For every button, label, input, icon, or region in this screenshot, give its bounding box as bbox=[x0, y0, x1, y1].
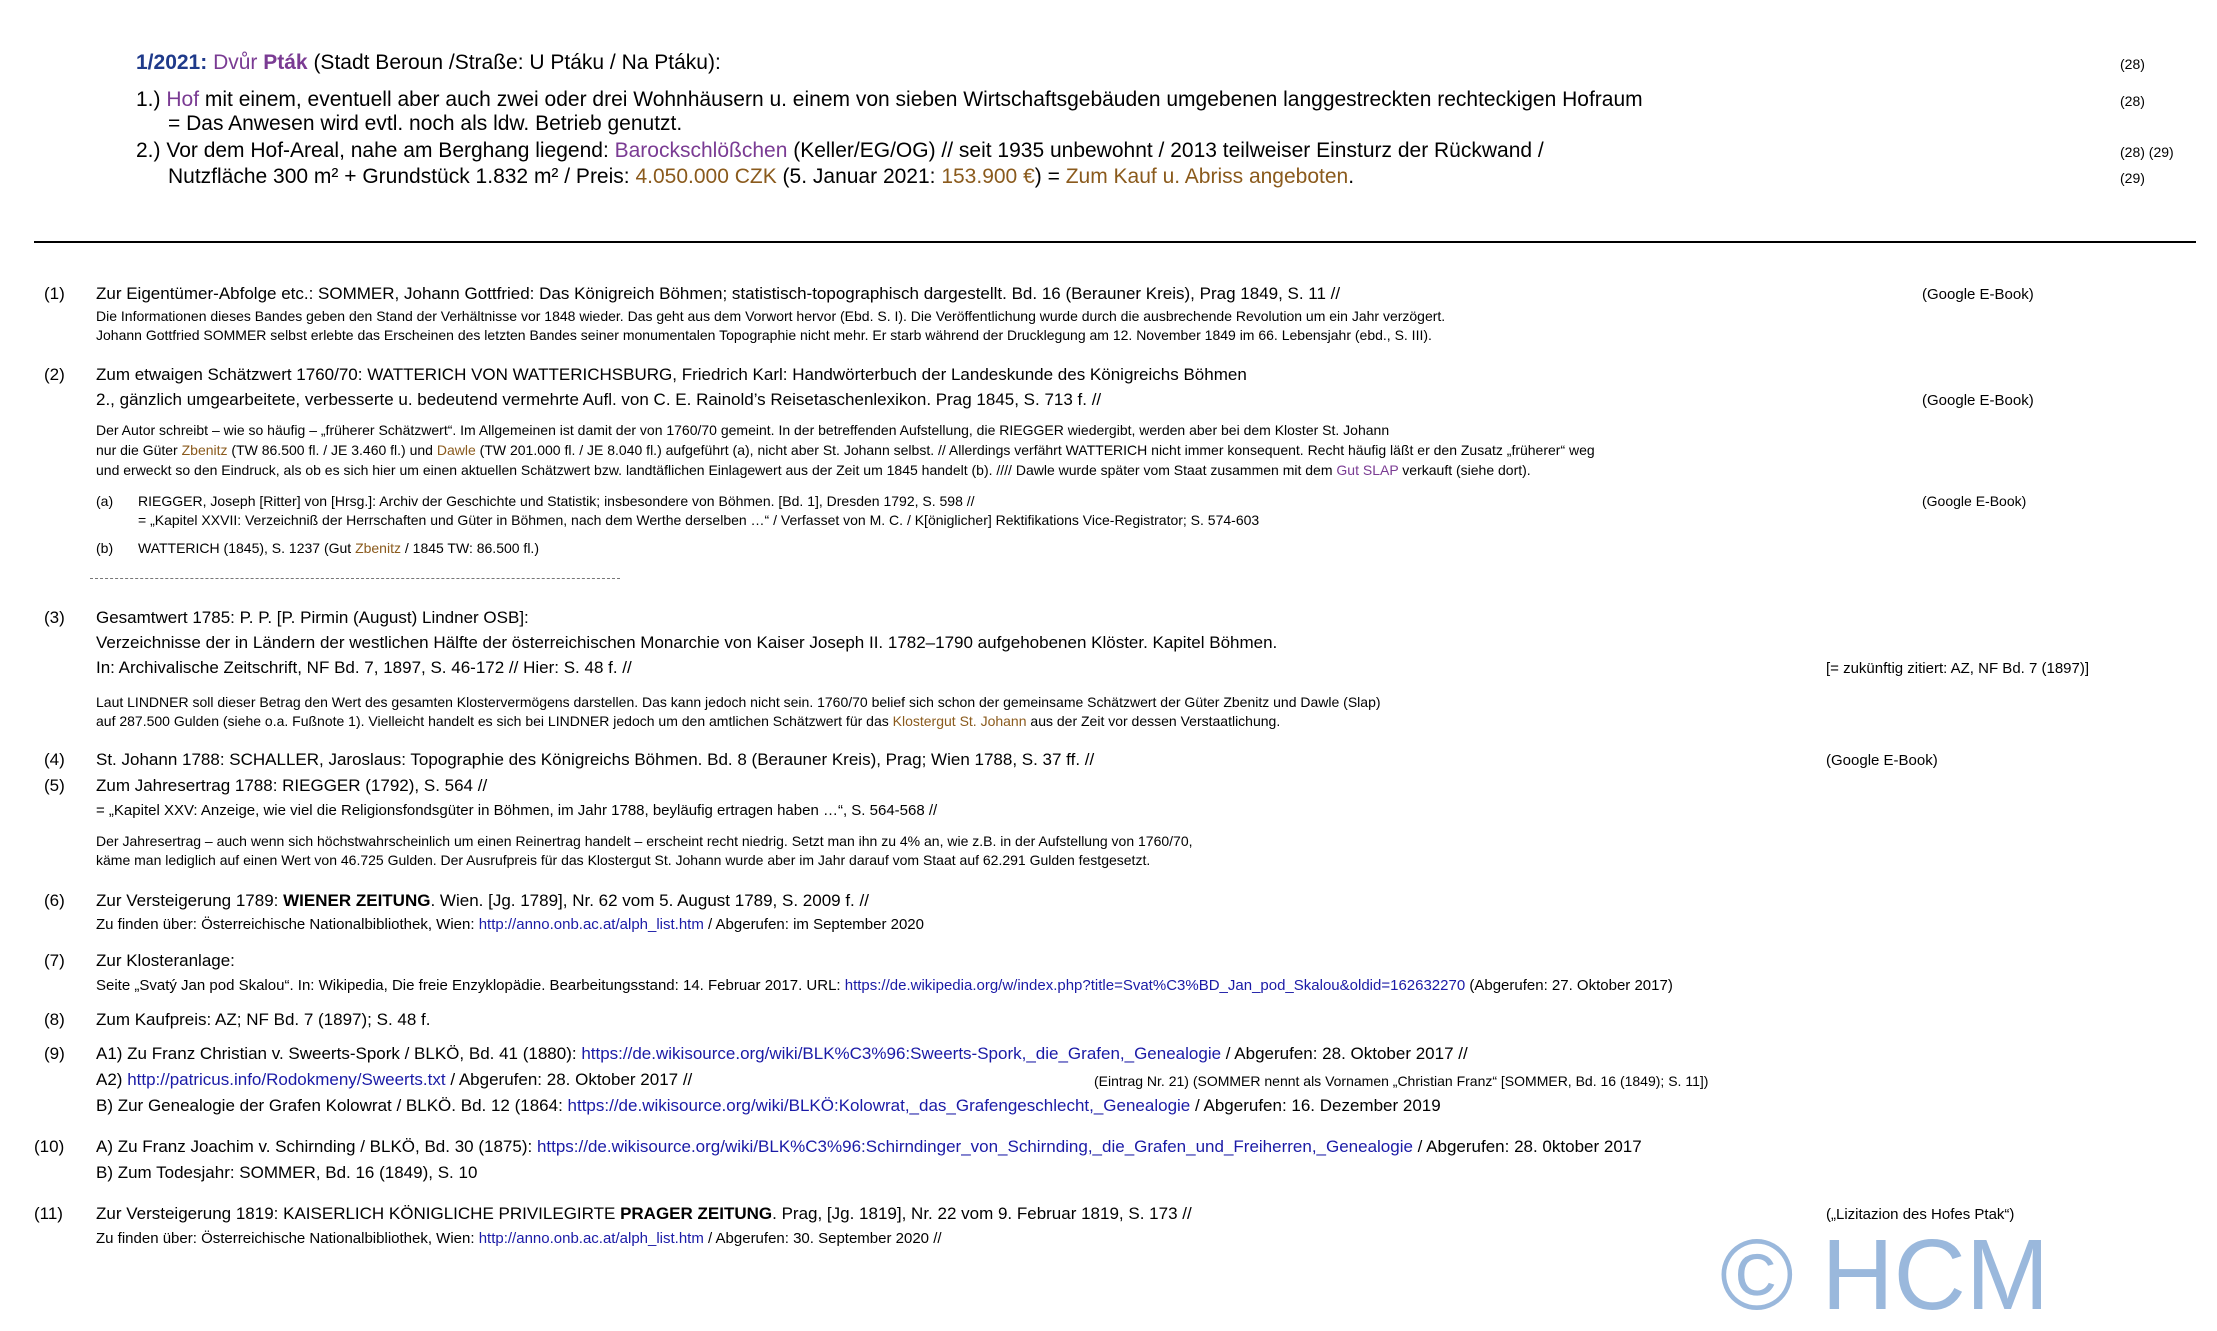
copyright-watermark: © HCM bbox=[1720, 1219, 2050, 1331]
note-2a-line-2: = „Kapitel XXVII: Verzeichniß der Herrschaften und Güter in Böhmen, nach dem Werthe derselben …“ / Verfasset von M. C. / K[öniglicher] Rektifikations Vice-Registrator; S. 574-603 bbox=[138, 512, 1260, 528]
entry-id: 1/2021 bbox=[136, 51, 201, 74]
wikisource-sweerts-link[interactable]: https://de.wikisource.org/wiki/BLK%C3%96:Sweerts-Spork,_die_Grafen,_Genealogie bbox=[581, 1044, 1222, 1063]
header-point-2-line2: Nutzfläche 300 m² + Grundstück 1.832 m² / Preis: 4.050.000 CZK (5. Januar 2021: 153.900 €) = Zum Kauf u. Abriss angeboten. bbox=[168, 165, 1355, 188]
note-10-number: (10) bbox=[34, 1137, 65, 1156]
note-3-line-2: Verzeichnisse der in Ländern der westlichen Hälfte der österreichischen Monarchie von Kaiser Joseph II. 1782–1790 aufgehobenen Klöster. Kapitel Böhmen. bbox=[96, 633, 1278, 652]
note-3-line-1: Gesamtwert 1785: P. P. [P. Pirmin (August) Lindner OSB]: bbox=[96, 608, 529, 627]
wiener-zeitung: WIENER ZEITUNG bbox=[283, 891, 431, 910]
prager-zeitung: PRAGER ZEITUNG bbox=[620, 1204, 773, 1223]
note-9-number: (9) bbox=[44, 1044, 65, 1063]
note-1-sub-1: Die Informationen dieses Bandes geben den Stand der Verhältnisse vor 1848 wieder. Das geht aus dem Vorwort hervor (Ebd. S. I). Die Veröffentlichung wurde durch die ausbrechende Revolution um ein Jahr verzögert. bbox=[96, 308, 1446, 324]
note-10-a: A) Zu Franz Joachim v. Schirnding / BLKÖ, Bd. 30 (1875): https://de.wikisource.org/wiki/BLK%C3%96:Schirndinger_von_Schirnding,_die_Grafen_und_Freiherren,_Genealogie / Abgerufen: 28. 0ktober 2017 bbox=[96, 1137, 1642, 1156]
note-1-sub-2: Johann Gottfried SOMMER selbst erlebte das Erscheinen des letzten Bandes seiner monumentalen Topographie nicht mehr. Er starb während der Drucklegung am 12. November 1849 im 66. Lebensjahr (ebd., S. III). bbox=[96, 327, 1432, 343]
wikisource-kolowrat-link[interactable]: https://de.wikisource.org/wiki/BLKÖ:Kolowrat,_das_Grafengeschlecht,_Genealogie bbox=[567, 1096, 1191, 1115]
note-3-sub-1: Laut LINDNER soll dieser Betrag den Wert des gesamten Klostervermögens darstellen. Das kann jedoch nicht sein. 1760/70 belief sich schon der gemeinsame Schätzwert der Güter Zbenitz und Dawle (Slap) bbox=[96, 694, 1381, 710]
note-2a-label: (a) bbox=[96, 493, 114, 509]
note-7-line: Zur Klosteranlage: bbox=[96, 951, 235, 970]
note-9-b: B) Zur Genealogie der Grafen Kolowrat / BLKÖ. Bd. 12 (1864: https://de.wikisource.org/wiki/BLKÖ:Kolowrat,_das_Grafengeschlecht,_Genealogie / Abgerufen: 16. Dezember 2019 bbox=[96, 1096, 1441, 1115]
note-9-a1: A1) Zu Franz Christian v. Sweerts-Spork / BLKÖ, Bd. 41 (1880): https://de.wikisource.org/wiki/BLK%C3%96:Sweerts-Spork,_die_Grafen,_Genealogie / Abgerufen: 28. Oktober 2017 // bbox=[96, 1044, 1468, 1063]
note-1-line: Zur Eigentümer-Abfolge etc.: SOMMER, Johann Gottfried: Das Königreich Böhmen; statistisch-topographisch dargestellt. Bd. 16 (Berauner Kreis), Prag 1849, S. 11 // bbox=[96, 284, 1341, 303]
patricus-link[interactable]: http://patricus.info/Rodokmeny/Sweerts.txt bbox=[127, 1070, 446, 1089]
note-3-citation: [= zukünftig zitiert: AZ, NF Bd. 7 (1897)] bbox=[1826, 660, 2090, 677]
ref-28-29: (28) (29) bbox=[2120, 144, 2174, 160]
note-2-number: (2) bbox=[44, 365, 65, 384]
note-2-line-1: Zum etwaigen Schätzwert 1760/70: WATTERICH VON WATTERICHSBURG, Friedrich Karl: Handwörterbuch der Landeskunde des Königreichs Böhmen bbox=[96, 365, 1247, 384]
header-point-1: 1.) Hof mit einem, eventuell aber auch zwei oder drei Wohnhäusern u. einem von sieben Wirtschaftsgebäuden umgebenen langgestreckten rechteckigen Hofraum bbox=[136, 88, 1643, 111]
ref-29: (29) bbox=[2120, 170, 2145, 186]
note-2a-source: (Google E-Book) bbox=[1922, 493, 2027, 509]
ref-28b: (28) bbox=[2120, 93, 2145, 109]
note-9-a2: A2) http://patricus.info/Rodokmeny/Sweerts.txt / Abgerufen: 28. Oktober 2017 // bbox=[96, 1070, 693, 1089]
note-8-line: Zum Kaufpreis: AZ; NF Bd. 7 (1897); S. 48 f. bbox=[96, 1010, 431, 1029]
zbenitz-word: Zbenitz bbox=[181, 442, 228, 458]
divider-rule bbox=[34, 241, 2196, 243]
note-11-source: („Lizitazion des Hofes Ptak“) bbox=[1826, 1206, 2015, 1223]
note-2-sub-3: und erweckt so den Eindruck, als ob es sich hier um einen aktuellen Schätzwert bzw. landtäflichen Einlagewert aus der Zeit um 1845 handelt (b). //// Dawle wurde später vom Staat zusammen mit dem Gut SLAP verkauft (siehe dort). bbox=[96, 462, 1531, 478]
price-eur: 153.900 € bbox=[941, 165, 1035, 188]
sale-note: Zum Kauf u. Abriss angeboten bbox=[1065, 165, 1349, 188]
note-8-number: (8) bbox=[44, 1010, 65, 1029]
header-point-1-line2: = Das Anwesen wird evtl. noch als ldw. Betrieb genutzt. bbox=[168, 112, 683, 135]
note-5-sub-1: Der Jahresertrag – auch wenn sich höchstwahrscheinlich um einen Reinertrag handelt – erscheint recht niedrig. Setzt man ihn zu 4% an, wie z.B. in der Aufstellung von 1760/70, bbox=[96, 833, 1193, 849]
anno-link-1[interactable]: http://anno.onb.ac.at/alph_list.htm bbox=[478, 916, 704, 933]
note-2-sub-2: nur die Güter Zbenitz (TW 86.500 fl. / JE 3.460 fl.) und Dawle (TW 201.000 fl. / JE 8.040 fl.) aufgeführt (a), nicht aber St. Johann selbst. // Allerdings verfährt WATTERICH nicht immer konsequent. Recht häufig läßt er den Zusatz „früherer“ weg bbox=[96, 442, 1595, 458]
note-11-line: Zur Versteigerung 1819: KAISERLICH KÖNIGLICHE PRIVILEGIRTE PRAGER ZEITUNG. Prag, [Jg. 1819], Nr. 22 vom 9. Februar 1819, S. 173 // bbox=[96, 1204, 1192, 1223]
note-1-source: (Google E-Book) bbox=[1922, 286, 2034, 303]
note-6-line-2: Zu finden über: Österreichische Nationalbibliothek, Wien: http://anno.onb.ac.at/alph_list.htm / Abgerufen: im September 2020 bbox=[96, 916, 924, 933]
note-4-number: (4) bbox=[44, 750, 65, 769]
note-5-line: Zum Jahresertrag 1788: RIEGGER (1792), S. 564 // bbox=[96, 776, 488, 795]
note-6-number: (6) bbox=[44, 891, 65, 910]
dashed-separator bbox=[90, 578, 620, 579]
entry-title: 1/2021: Dvůr Pták (Stadt Beroun /Straße: U Ptáku / Na Ptáku): bbox=[136, 51, 721, 74]
note-1-number: (1) bbox=[44, 284, 65, 303]
wikisource-schirnding-link[interactable]: https://de.wikisource.org/wiki/BLK%C3%96:Schirndinger_von_Schirnding,_die_Grafen_und_Freiherren,_Genealogie bbox=[536, 1137, 1413, 1156]
note-11-number: (11) bbox=[34, 1204, 63, 1223]
entry-location: (Stadt Beroun /Straße: U Ptáku / Na Ptáku): bbox=[307, 51, 721, 74]
note-7-line-2: Seite „Svatý Jan pod Skalou“. In: Wikipedia, Die freie Enzyklopädie. Bearbeitungsstand: 14. Februar 2017. URL: https://de.wikipedia.org/w/index.php?title=Svat%C3%BD_Jan_pod_Skalou&oldid=162632270 (Abgerufen: 27. Oktober 2017) bbox=[96, 977, 1673, 994]
note-9-a2-note: (Eintrag Nr. 21) (SOMMER nennt als Vornamen „Christian Franz“ [SOMMER, Bd. 16 (1849); S. 11]) bbox=[1094, 1073, 1709, 1089]
note-7-number: (7) bbox=[44, 951, 65, 970]
note-3-sub-2: auf 287.500 Gulden (siehe o.a. Fußnote 1). Vielleicht handelt es sich bei LINDNER jedoch um den amtlichen Schätzwert für das Klostergut St. Johann aus der Zeit vor dessen Verstaatlichung. bbox=[96, 713, 1281, 729]
klostergut-word: Klostergut St. Johann bbox=[892, 713, 1027, 729]
note-5-line-2: = „Kapitel XXV: Anzeige, wie viel die Religionsfondsgüter in Böhmen, im Jahr 1788, beyläufig ertragen haben …“, S. 564-568 // bbox=[96, 802, 938, 819]
note-4-source: (Google E-Book) bbox=[1826, 752, 1938, 769]
note-5-sub-2: käme man lediglich auf einen Wert von 46.725 Gulden. Der Ausrufpreis für das Klostergut St. Johann wurde aber im Jahr darauf vom Staat auf 62.291 Gulden festgesetzt. bbox=[96, 852, 1151, 868]
note-2b-label: (b) bbox=[96, 540, 114, 556]
note-2-line-2: 2., gänzlich umgearbeitete, verbesserte u. bedeutend vermehrte Aufl. von C. E. Rainold’s Reisetaschenlexikon. Prag 1845, S. 713 f. // bbox=[96, 390, 1102, 409]
price-czk: 4.050.000 CZK bbox=[635, 165, 777, 188]
note-2-source: (Google E-Book) bbox=[1922, 392, 2034, 409]
note-2a-line-1: RIEGGER, Joseph [Ritter] von [Hrsg.]: Archiv der Geschichte und Statistik; insbesondere von Böhmen. [Bd. 1], Dresden 1792, S. 598 // bbox=[138, 493, 975, 509]
note-2b-line: WATTERICH (1845), S. 1237 (Gut Zbenitz / 1845 TW: 86.500 fl.) bbox=[138, 540, 539, 556]
ref-28: (28) bbox=[2120, 56, 2145, 72]
note-11-line-2: Zu finden über: Österreichische Nationalbibliothek, Wien: http://anno.onb.ac.at/alph_list.htm / Abgerufen: 30. September 2020 // bbox=[96, 1230, 942, 1247]
header-point-2: 2.) Vor dem Hof-Areal, nahe am Berghang liegend: Barockschlößchen (Keller/EG/OG) // seit 1935 unbewohnt / 2013 teilweiser Einsturz der Rückwand / bbox=[136, 139, 1544, 162]
note-3-line-3: In: Archivalische Zeitschrift, NF Bd. 7, 1897, S. 46-172 // Hier: S. 48 f. // bbox=[96, 658, 632, 677]
anno-link-2[interactable]: http://anno.onb.ac.at/alph_list.htm bbox=[478, 1230, 704, 1247]
gut-slap-word: Gut SLAP bbox=[1336, 462, 1399, 478]
dawle-word: Dawle bbox=[436, 442, 476, 458]
note-4-line: St. Johann 1788: SCHALLER, Jaroslaus: Topographie des Königreichs Böhmen. Bd. 8 (Berauner Kreis), Prag; Wien 1788, S. 37 ff. // bbox=[96, 750, 1095, 769]
title-dvur: Dvůr bbox=[213, 51, 264, 74]
title-ptak: Pták bbox=[263, 51, 308, 74]
note-2-sub-1: Der Autor schreibt – wie so häufig – „früherer Schätzwert“. Im Allgemeinen ist damit der von 1760/70 gemeint. In der betreffenden Aufstellung, die RIEGGER wiedergibt, werden aber bei dem Kloster St. Johann bbox=[96, 422, 1390, 438]
note-3-number: (3) bbox=[44, 608, 65, 627]
note-10-b: B) Zum Todesjahr: SOMMER, Bd. 16 (1849), S. 10 bbox=[96, 1163, 478, 1182]
hof-word: Hof bbox=[166, 88, 200, 111]
barockschloesschen: Barockschlößchen bbox=[614, 139, 788, 162]
note-5-number: (5) bbox=[44, 776, 65, 795]
note-6-line: Zur Versteigerung 1789: WIENER ZEITUNG. Wien. [Jg. 1789], Nr. 62 vom 5. August 1789, S. 2009 f. // bbox=[96, 891, 869, 910]
wikipedia-link[interactable]: https://de.wikipedia.org/w/index.php?title=Svat%C3%BD_Jan_pod_Skalou&oldid=162632270 bbox=[844, 977, 1466, 994]
